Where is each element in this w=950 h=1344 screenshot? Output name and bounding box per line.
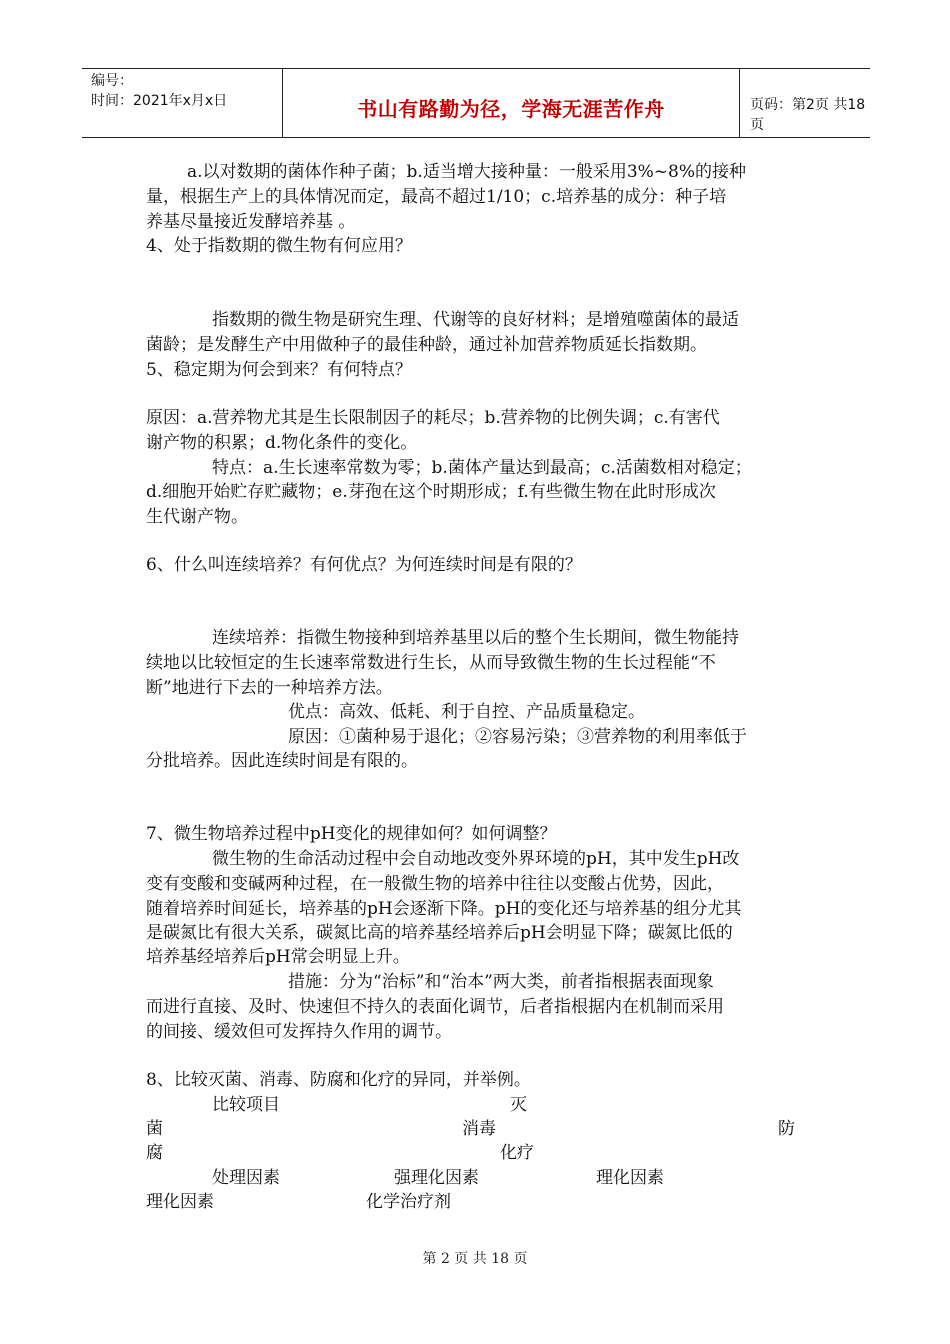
- paragraph-line: 指数期的微生物是研究生理、代谢等的良好材料；是增殖噬菌体的最适: [212, 310, 739, 330]
- paragraph-line: a.以对数期的菌体作种子菌；b.适当增大接种量：一般采用3%~8%的接种: [187, 162, 747, 182]
- document-time-label: 时间：2021年x月x日: [91, 93, 228, 109]
- page-header: [82, 68, 870, 138]
- paragraph-line: 原因：①菌种易于退化；②容易污染；③营养物的利用率低于: [288, 727, 747, 747]
- table-cell: 化学治疗剂: [366, 1192, 451, 1212]
- table-col-chemo: 化疗: [500, 1143, 534, 1163]
- question-heading: 6、什么叫连续培养？有何优点？为何连续时间是有限的？: [146, 555, 582, 575]
- paragraph-line: 的间接、缓效但可发挥持久作用的调节。: [146, 1022, 452, 1042]
- header-left-cell: [82, 69, 282, 137]
- page-footer: 第 2 页 共 18 页: [422, 1251, 528, 1267]
- question-heading: 7、微生物培养过程中pH变化的规律如何？如何调整？: [146, 824, 557, 844]
- paragraph-line: 量，根据生产上的具体情况而定，最高不超过1/10；c.培养基的成分：种子培: [146, 187, 727, 207]
- paragraph-line: 培养基经培养后pH常会明显上升。: [146, 947, 410, 967]
- question-heading: 8、比较灭菌、消毒、防腐和化疗的异同，并举例。: [146, 1070, 531, 1090]
- paragraph-line: 措施：分为“治标”和“治本”两大类，前者指根据表面现象: [288, 972, 714, 992]
- header-center-cell: [282, 69, 740, 137]
- paragraph-line: 分批培养。因此连续时间是有限的。: [146, 751, 418, 771]
- table-col-sterilize: 菌: [146, 1119, 163, 1139]
- table-header-label: 比较项目: [212, 1095, 280, 1115]
- table-col-preserve: 防: [778, 1119, 795, 1139]
- question-heading: 5、稳定期为何会到来？有何特点？: [146, 360, 412, 380]
- paragraph-line: 微生物的生命活动过程中会自动地改变外界环境的pH，其中发生pH改: [212, 849, 740, 869]
- paragraph-line: 优点：高效、低耗、利于自控、产品质量稳定。: [288, 702, 645, 722]
- table-col-disinfect: 消毒: [462, 1119, 496, 1139]
- paragraph-line: 原因：a.营养物尤其是生长限制因子的耗尽；b.营养物的比例失调；c.有害代: [146, 408, 720, 428]
- table-cell: 强理化因素: [394, 1168, 479, 1188]
- paragraph-line: 变有变酸和变碱两种过程，在一般微生物的培养中往往以变酸占优势，因此，: [146, 874, 724, 894]
- paragraph-line: d.细胞开始贮存贮藏物；e.芽孢在这个时期形成；f.有些微生物在此时形成次: [146, 482, 716, 502]
- table-cell: 理化因素: [146, 1192, 214, 1212]
- paragraph-line: 续地以比较恒定的生长速率常数进行生长，从而导致微生物的生长过程能“不: [146, 653, 716, 673]
- paragraph-line: 而进行直接、及时、快速但不持久的表面化调节，后者指根据内在机制而采用: [146, 997, 724, 1017]
- table-col-sterilize: 灭: [510, 1095, 527, 1115]
- paragraph-line: 连续培养：指微生物接种到培养基里以后的整个生长期间，微生物能持: [212, 628, 739, 648]
- header-page-info: 页码：第2页 共18页: [750, 97, 866, 133]
- paragraph-line: 特点：a.生长速率常数为零；b.菌体产量达到最高；c.活菌数相对稳定；: [212, 458, 752, 478]
- paragraph-line: 生代谢产物。: [146, 507, 248, 527]
- paragraph-line: 养基尽量接近发酵培养基 。: [146, 212, 356, 232]
- paragraph-line: 菌龄；是发酵生产中用做种子的最佳种龄，通过补加营养物质延长指数期。: [146, 335, 707, 355]
- table-cell: 理化因素: [596, 1168, 664, 1188]
- paragraph-line: 谢产物的积累；d.物化条件的变化。: [146, 433, 418, 453]
- header-motto: 书山有路勤为径，学海无涯苦作舟: [357, 97, 665, 121]
- table-col-preserve: 腐: [146, 1143, 163, 1163]
- paragraph-line: 随着培养时间延长，培养基的pH会逐渐下降。pH的变化还与培养基的组分尤其: [146, 899, 742, 919]
- paragraph-line: 是碳氮比有很大关系，碳氮比高的培养基经培养后pH会明显下降；碳氮比低的: [146, 923, 733, 943]
- table-row-label: 处理因素: [212, 1168, 280, 1188]
- document-number-label: 编号：: [91, 73, 133, 89]
- header-right-cell: [739, 69, 870, 137]
- question-heading: 4、处于指数期的微生物有何应用？: [146, 236, 412, 256]
- paragraph-line: 断”地进行下去的一种培养方法。: [146, 678, 393, 698]
